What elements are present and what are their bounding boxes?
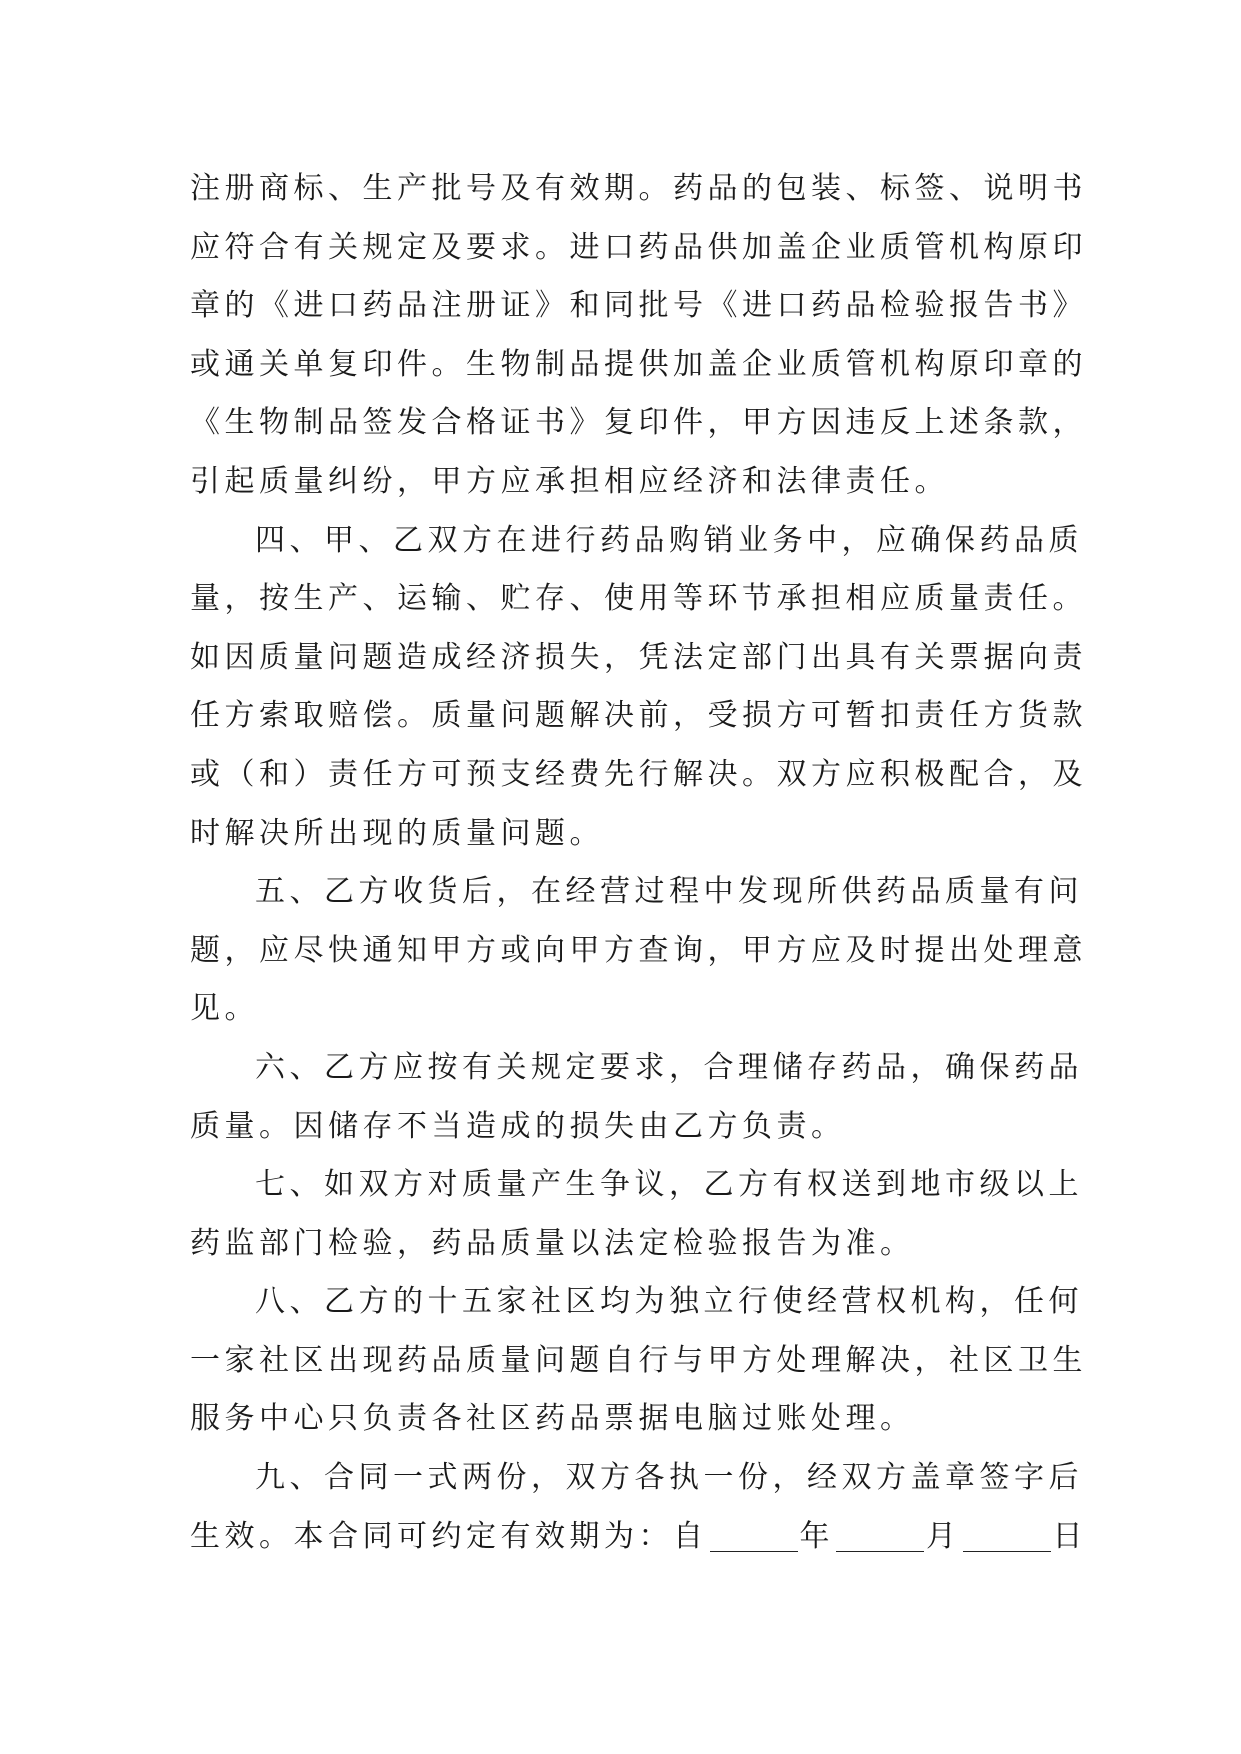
text-line: 一家社区出现药品质量问题自行与甲方处理解决，社区卫生: [190, 1342, 1087, 1378]
day-blank: [963, 1517, 1051, 1552]
text-line: 章的《进口药品注册证》和同批号《进口药品检验报告书》: [190, 288, 1087, 324]
day-label: 日: [1052, 1518, 1087, 1554]
text-line: 八、乙方的十五家社区均为独立行使经营权机构，任何: [255, 1284, 1083, 1320]
text-line: 题，应尽快通知甲方或向甲方查询，甲方应及时提出处理意: [190, 932, 1087, 968]
text-line: 引起质量纠纷，甲方应承担相应经济和法律责任。: [190, 463, 949, 499]
text-line: 注册商标、生产批号及有效期。药品的包装、标签、说明书: [190, 171, 1087, 206]
clause-4: [190, 512, 1087, 864]
text-line: 九、合同一式两份，双方各执一份，经双方盖章签字后: [255, 1460, 1083, 1496]
validity-period-line: [190, 1508, 1087, 1567]
clause-6: [190, 1039, 1083, 1156]
text-line: 任方索取赔偿。质量问题解决前，受损方可暂扣责任方货款: [190, 698, 1087, 734]
clause-7: [190, 1156, 1083, 1273]
text-line: 时解决所出现的质量问题。: [190, 815, 604, 851]
text-line: 四、甲、乙双方在进行药品购销业务中，应确保药品质: [255, 522, 1083, 558]
month-blank: [836, 1517, 924, 1552]
text-line: 质量。因储存不当造成的损失由乙方负责。: [190, 1108, 846, 1144]
text-line: 或（和）责任方可预支经费先行解决。双方应积极配合，及: [190, 756, 1087, 792]
clause-8: [190, 1273, 1087, 1449]
year-label: 年: [799, 1518, 834, 1554]
validity-prefix: 生效。本合同可约定有效期为：自: [190, 1518, 708, 1554]
text-line: 量，按生产、运输、贮存、使用等环节承担相应质量责任。: [190, 581, 1087, 617]
text-line: 或通关单复印件。生物制品提供加盖企业质管机构原印章的: [190, 346, 1087, 382]
text-line: 七、如双方对质量产生争议，乙方有权送到地市级以上: [255, 1167, 1083, 1203]
text-line: 应符合有关规定及要求。进口药品供加盖企业质管机构原印: [190, 229, 1087, 265]
year-blank: [710, 1517, 798, 1552]
text-line: 《生物制品签发合格证书》复印件，甲方因违反上述条款，: [190, 405, 1087, 441]
month-label: 月: [926, 1518, 961, 1554]
text-line: 五、乙方收货后，在经营过程中发现所供药品质量有问: [255, 874, 1083, 910]
clause-9: [190, 1449, 1087, 1566]
text-line: 药监部门检验，药品质量以法定检验报告为准。: [190, 1225, 915, 1261]
clause-5: [190, 863, 1087, 1039]
text-line: 如因质量问题造成经济损失，凭法定部门出具有关票据向责: [190, 639, 1087, 675]
text-line: 六、乙方应按有关规定要求，合理储存药品，确保药品: [255, 1049, 1083, 1085]
text-line: 见。: [190, 991, 259, 1027]
text-line: 服务中心只负责各社区药品票据电脑过账处理。: [190, 1401, 915, 1437]
contract-body: [190, 160, 1087, 1566]
paragraph-quality-documents: [190, 160, 1087, 512]
